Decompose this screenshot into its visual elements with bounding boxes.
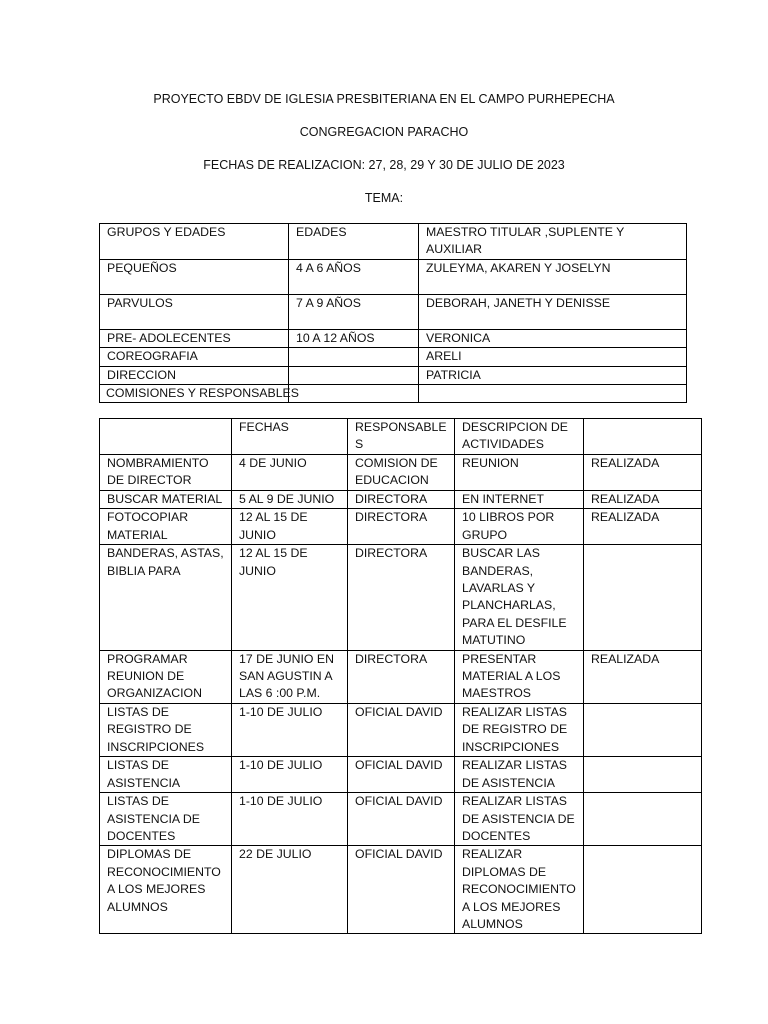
dates-line: FECHAS DE REALIZACION: 27, 28, 29 Y 30 DE JULIO DE 2023 (203, 158, 565, 172)
table-row (100, 259, 687, 294)
commissions-cell: BUSCAR MATERIAL (100, 490, 232, 508)
groups-cell (289, 385, 419, 403)
commissions-cell: OFICIAL DAVID (348, 793, 455, 846)
commissions-header-cell: RESPONSABLES (348, 419, 455, 455)
commissions-table (99, 418, 702, 934)
table-row (100, 650, 702, 703)
theme-label: TEMA: (364, 191, 404, 205)
commissions-cell: REALIZAR LISTAS DE ASISTENCIA (455, 757, 584, 793)
table-row (100, 490, 702, 508)
commissions-cell: BUSCAR LAS BANDERAS, LAVARLAS Y PLANCHARLAS, PARA EL DESFILE MATUTINO (455, 545, 584, 650)
commissions-cell: REUNION (455, 454, 584, 490)
commissions-cell: REALIZAR LISTAS DE ASISTENCIA DE DOCENTES (455, 793, 584, 846)
commissions-cell: 4 DE JUNIO (232, 454, 348, 490)
table-row (100, 348, 687, 366)
table-row (100, 757, 702, 793)
commissions-cell (584, 793, 702, 846)
commissions-cell: REALIZAR LISTAS DE REGISTRO DE INSCRIPCIONES (455, 703, 584, 756)
groups-table (99, 223, 687, 403)
groups-header-cell: MAESTRO TITULAR ,SUPLENTE Y AUXILIAR (419, 224, 687, 260)
commissions-cell: OFICIAL DAVID (348, 846, 455, 934)
groups-cell: VERONICA (419, 329, 687, 347)
commissions-cell: DIRECTORA (348, 490, 455, 508)
table-row (100, 454, 702, 490)
commissions-cell: 1-10 DE JULIO (232, 757, 348, 793)
table-row (100, 329, 687, 347)
commissions-cell: 1-10 DE JULIO (232, 793, 348, 846)
document-title: PROYECTO EBDV DE IGLESIA PRESBITERIANA EN EL CAMPO PURHEPECHA (153, 92, 615, 106)
commissions-cell: COMISION DE EDUCACION (348, 454, 455, 490)
table-row (100, 703, 702, 756)
groups-header-cell: EDADES (289, 224, 419, 260)
table-row (100, 545, 702, 650)
commissions-heading: COMISIONES Y RESPONSABLES (106, 386, 299, 400)
groups-cell: 10 A 12 AÑOS (289, 329, 419, 347)
commissions-cell: REALIZAR DIPLOMAS DE RECONOCIMIENTO A LOS MEJORES ALUMNOS (455, 846, 584, 934)
commissions-cell: NOMBRAMIENTO DE DIRECTOR (100, 454, 232, 490)
commissions-cell: OFICIAL DAVID (348, 757, 455, 793)
groups-cell: PARVULOS (100, 294, 289, 329)
commissions-cell: DIRECTORA (348, 650, 455, 703)
commissions-cell: REALIZADA (584, 454, 702, 490)
commissions-cell (584, 545, 702, 650)
groups-cell: COREOGRAFIA (100, 348, 289, 366)
commissions-header-cell: FECHAS (232, 419, 348, 455)
table-row (100, 793, 702, 846)
commissions-cell: OFICIAL DAVID (348, 703, 455, 756)
groups-cell: 4 A 6 AÑOS (289, 259, 419, 294)
commissions-cell: PROGRAMAR REUNION DE ORGANIZACION (100, 650, 232, 703)
groups-cell (289, 366, 419, 384)
commissions-cell: 12 AL 15 DE JUNIO (232, 545, 348, 650)
commissions-cell: REALIZADA (584, 650, 702, 703)
groups-cell: 7 A 9 AÑOS (289, 294, 419, 329)
commissions-cell: REALIZADA (584, 509, 702, 545)
groups-cell: ARELI (419, 348, 687, 366)
commissions-cell: LISTAS DE REGISTRO DE INSCRIPCIONES (100, 703, 232, 756)
table-row (100, 846, 702, 934)
commissions-cell: FOTOCOPIAR MATERIAL (100, 509, 232, 545)
commissions-header-cell: DESCRIPCION DE ACTIVIDADES (455, 419, 584, 455)
commissions-cell: 1-10 DE JULIO (232, 703, 348, 756)
groups-header-row (100, 224, 687, 260)
groups-cell (419, 385, 687, 403)
commissions-cell (584, 757, 702, 793)
commissions-header-row (100, 419, 702, 455)
commissions-cell (584, 846, 702, 934)
groups-cell (289, 348, 419, 366)
commissions-cell: EN INTERNET (455, 490, 584, 508)
commissions-cell: LISTAS DE ASISTENCIA (100, 757, 232, 793)
table-row (100, 366, 687, 384)
commissions-cell: LISTAS DE ASISTENCIA DE DOCENTES (100, 793, 232, 846)
groups-cell: DIRECCION (100, 366, 289, 384)
commissions-cell: DIPLOMAS DE RECONOCIMIENTO A LOS MEJORES ALUMNOS (100, 846, 232, 934)
commissions-cell (584, 703, 702, 756)
commissions-cell: BANDERAS, ASTAS, BIBLIA PARA (100, 545, 232, 650)
commissions-header-cell (584, 419, 702, 455)
commissions-cell: DIRECTORA (348, 545, 455, 650)
commissions-header-cell (100, 419, 232, 455)
commissions-cell: 12 AL 15 DE JUNIO (232, 509, 348, 545)
commissions-cell: 22 DE JULIO (232, 846, 348, 934)
groups-cell: PATRICIA (419, 366, 687, 384)
commissions-cell: 5 AL 9 DE JUNIO (232, 490, 348, 508)
groups-cell: ZULEYMA, AKAREN Y JOSELYN (419, 259, 687, 294)
commissions-cell: 10 LIBROS POR GRUPO (455, 509, 584, 545)
groups-header-cell: GRUPOS Y EDADES (100, 224, 289, 260)
table-row (100, 294, 687, 329)
groups-cell: DEBORAH, JANETH Y DENISSE (419, 294, 687, 329)
commissions-cell: 17 DE JUNIO EN SAN AGUSTIN A LAS 6 :00 P.M. (232, 650, 348, 703)
congregation-name: CONGREGACION PARACHO (299, 125, 469, 139)
commissions-cell: REALIZADA (584, 490, 702, 508)
commissions-cell: DIRECTORA (348, 509, 455, 545)
table-row (100, 509, 702, 545)
groups-cell: PRE- ADOLECENTES (100, 329, 289, 347)
commissions-cell: PRESENTAR MATERIAL A LOS MAESTROS (455, 650, 584, 703)
groups-cell: PEQUEÑOS (100, 259, 289, 294)
